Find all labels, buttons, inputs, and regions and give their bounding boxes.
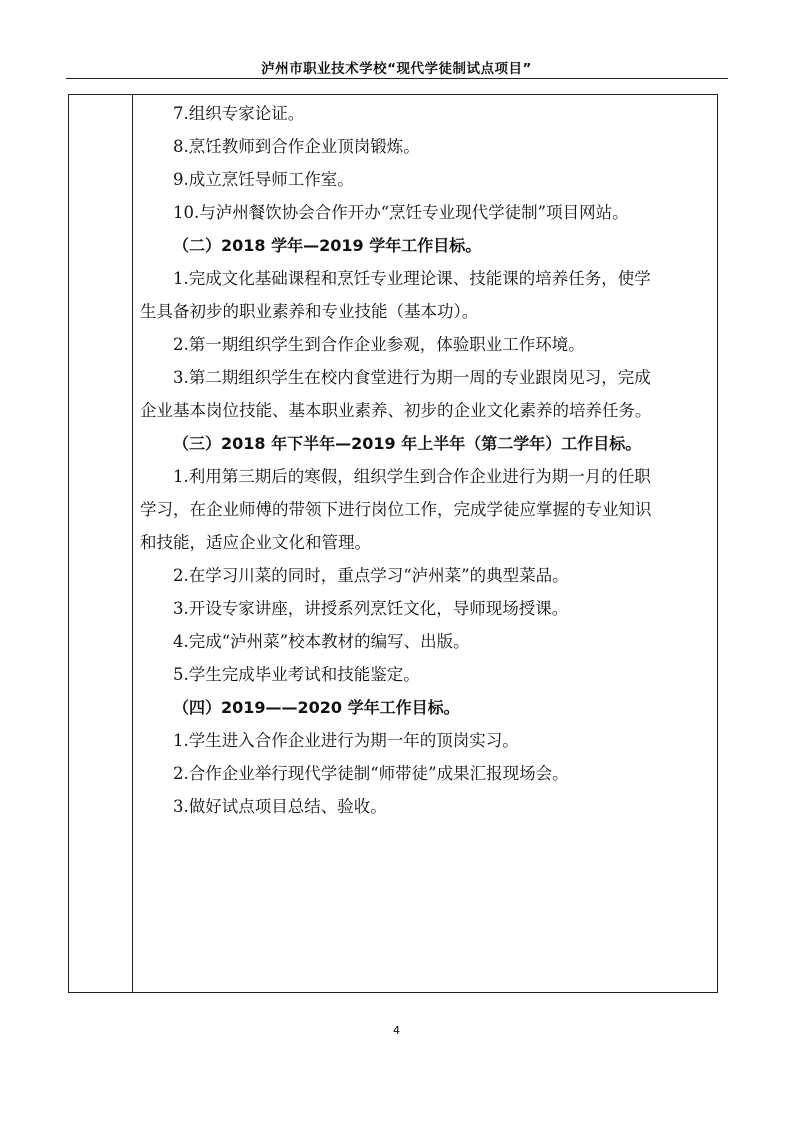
- list-item: 8.烹饪教师到合作企业顶岗锻炼。: [173, 137, 420, 156]
- list-item-continuation: 学习，在企业师傅的带领下进行岗位工作，完成学徒应掌握的专业知识: [140, 500, 652, 519]
- list-item-continuation: 生具备初步的职业素养和专业技能（基本功）。: [140, 302, 479, 321]
- table-column-divider: [132, 94, 133, 993]
- page-header-title: 泸州市职业技术学校“现代学徒制试点项目”: [261, 61, 532, 77]
- list-item: 2.合作企业举行现代学徒制“师带徒”成果汇报现场会。: [173, 764, 569, 783]
- section-heading-3: （三）2018 年下半年—2019 年上半年（第二学年）工作目标。: [173, 434, 642, 453]
- list-item: 3.开设专家讲座，讲授系列烹饪文化，导师现场授课。: [173, 599, 569, 618]
- table-content-cell: [140, 97, 710, 823]
- list-item: 2.第一期组织学生到合作企业参观，体验职业工作环境。: [173, 335, 585, 354]
- list-item: 9.成立烹饪导师工作室。: [173, 170, 354, 189]
- list-item: 10.与泸州餐饮协会合作开办“烹饪专业现代学徒制”项目网站。: [173, 203, 629, 222]
- page-number: 4: [393, 1024, 400, 1037]
- header-rule: [66, 78, 728, 79]
- section-heading-4: （四）2019——2020 学年工作目标。: [173, 698, 460, 717]
- list-item: 2.在学习川菜的同时，重点学习“泸州菜”的典型菜品。: [173, 566, 569, 585]
- list-item: 1.完成文化基础课程和烹饪专业理论课、技能课的培养任务，使学: [173, 269, 651, 288]
- list-item: 4.完成“泸州菜”校本教材的编写、出版。: [173, 632, 470, 651]
- list-item-continuation: 企业基本岗位技能、基本职业素养、初步的企业文化素养的培养任务。: [140, 401, 652, 420]
- list-item: 1.学生进入合作企业进行为期一年的顶岗实习。: [173, 731, 519, 750]
- list-item-continuation: 和技能，适应企业文化和管理。: [140, 533, 371, 552]
- list-item: 5.学生完成毕业考试和技能鉴定。: [173, 665, 420, 684]
- list-item: 3.第二期组织学生在校内食堂进行为期一周的专业跟岗见习，完成: [173, 368, 651, 387]
- list-item: 3.做好试点项目总结、验收。: [173, 797, 387, 816]
- list-item: 1.利用第三期后的寒假，组织学生到合作企业进行为期一月的任职: [173, 467, 651, 486]
- list-item: 7.组织专家论证。: [173, 104, 305, 123]
- section-heading-2: （二）2018 学年—2019 学年工作目标。: [173, 236, 482, 255]
